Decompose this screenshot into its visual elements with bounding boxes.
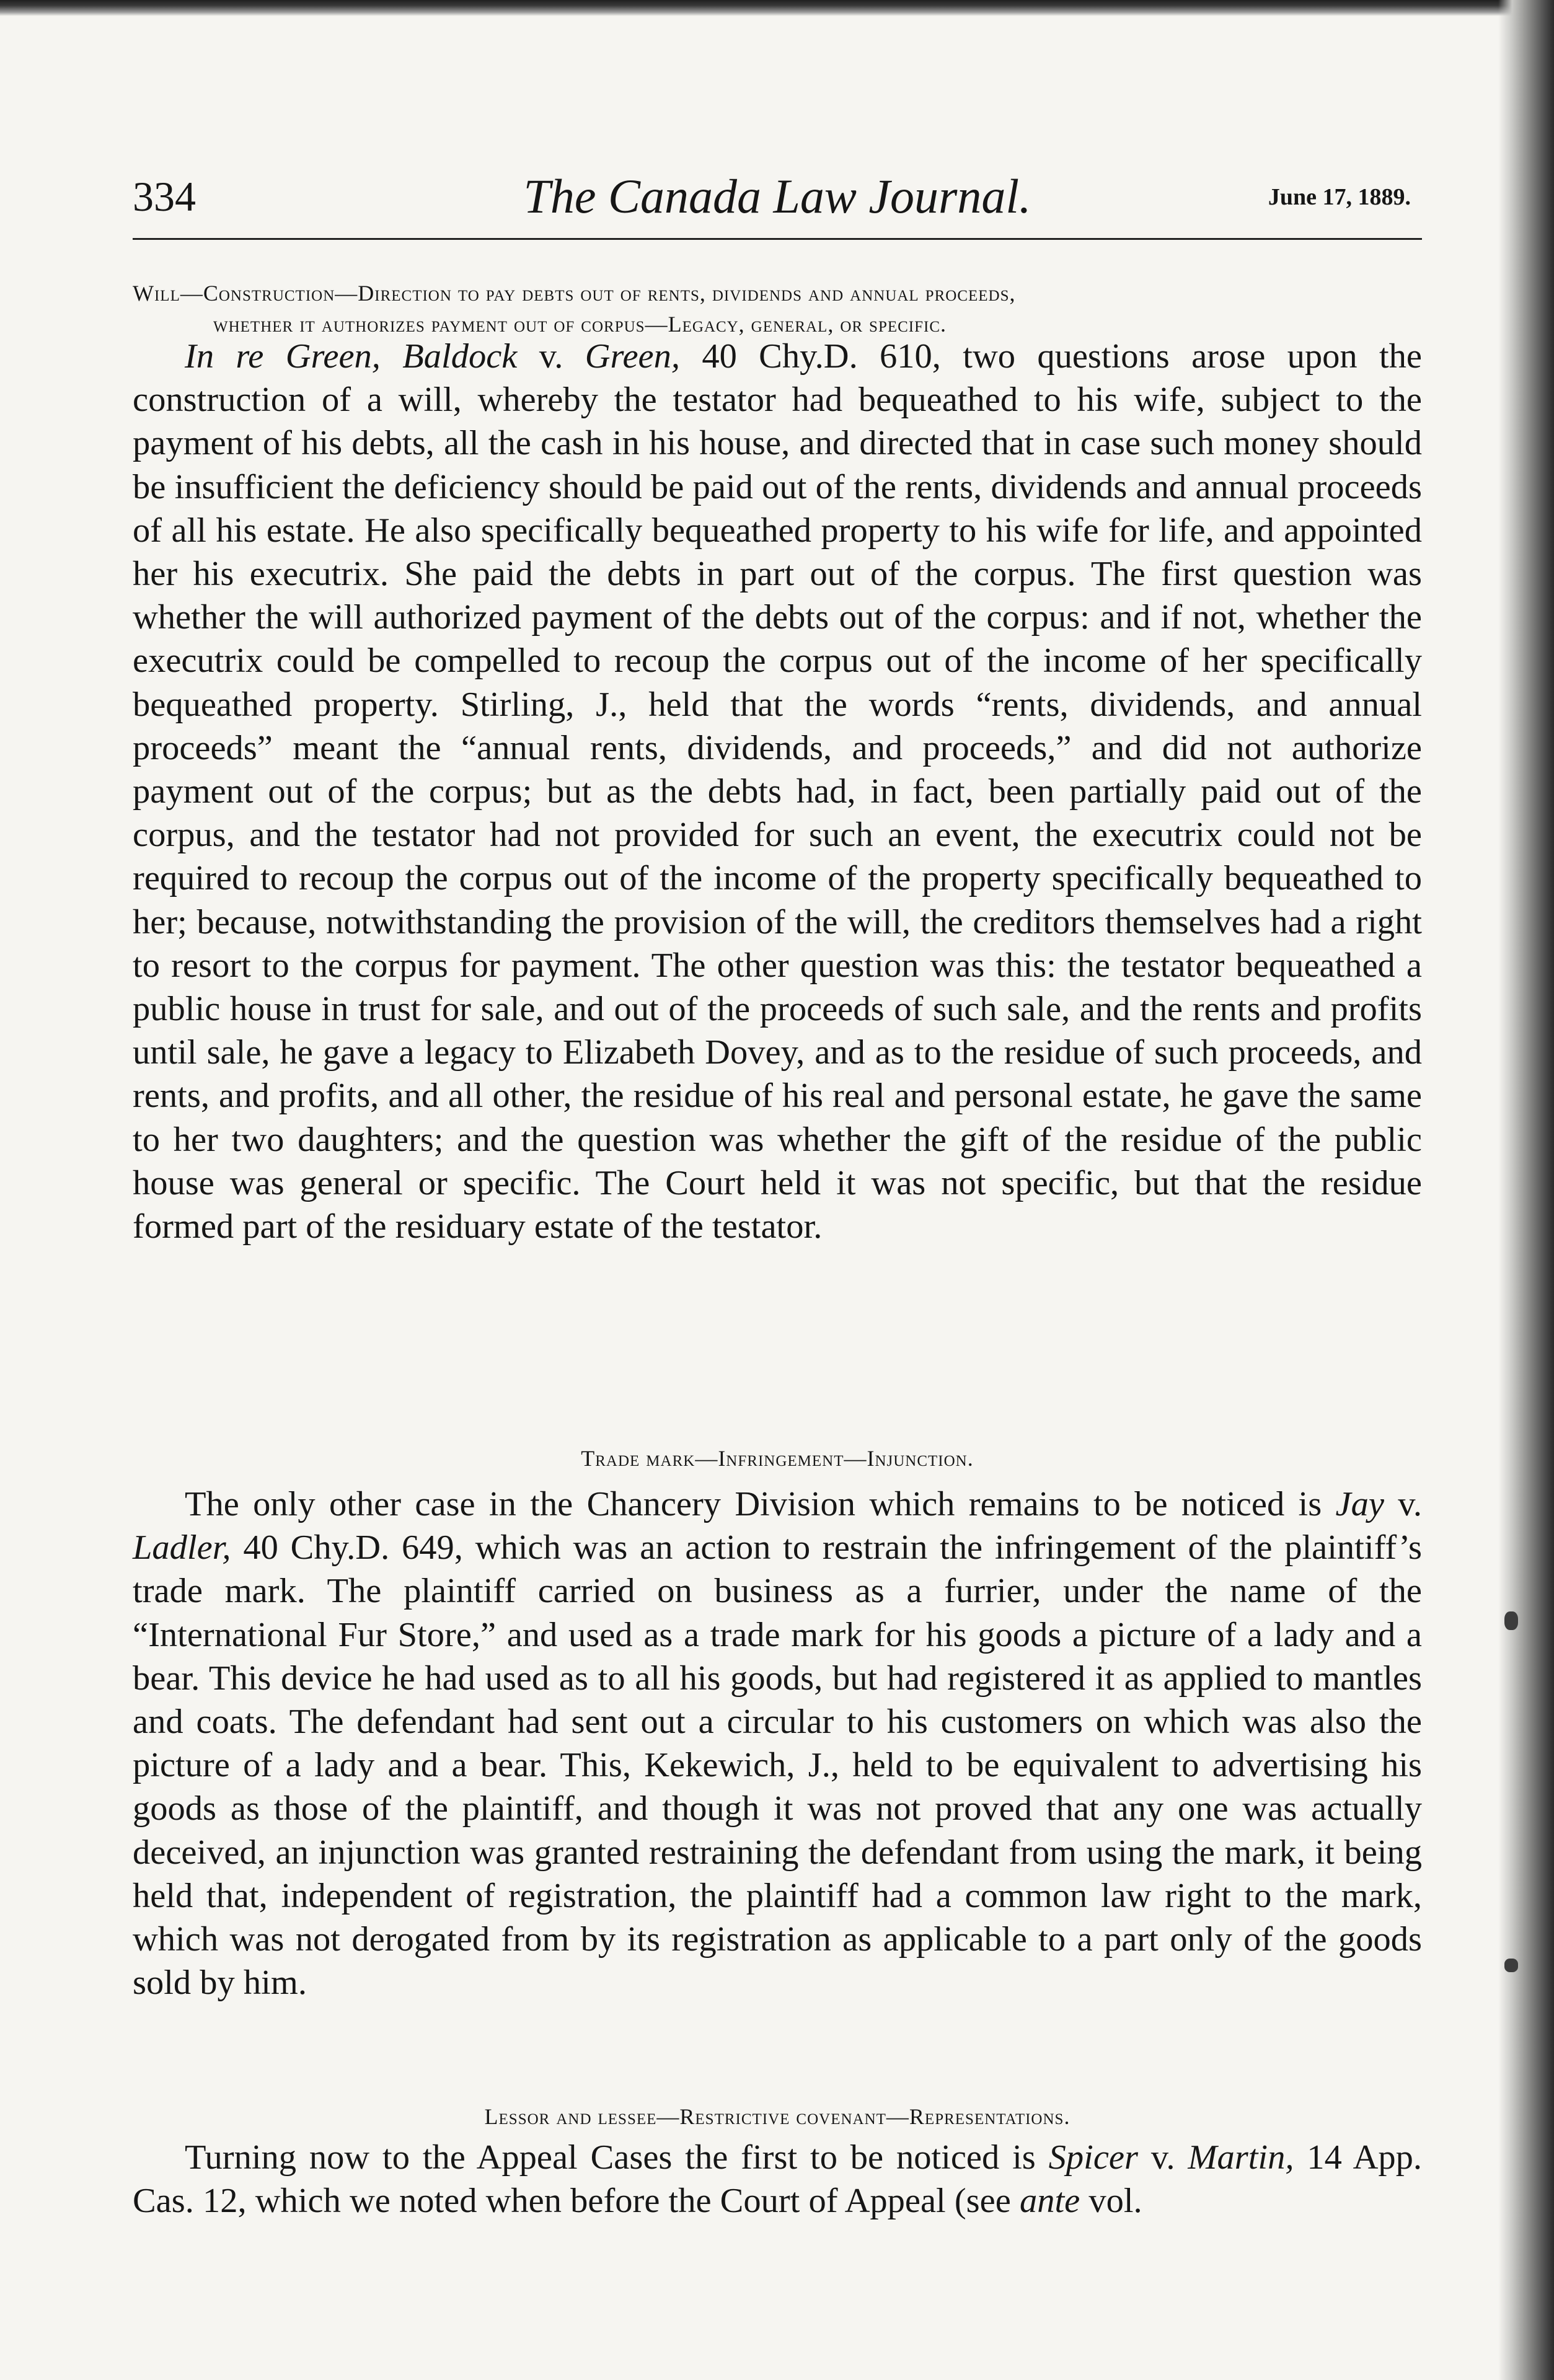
paragraph-intro: Turning now to the Appeal Cases the first to be noticed is <box>185 2138 1049 2177</box>
case-name: Green, <box>585 337 680 376</box>
running-header <box>133 169 1422 228</box>
paragraph-spicer-v-martin <box>133 2136 1422 2223</box>
paragraph-body-end: vol. <box>1080 2182 1142 2221</box>
issue-date: June 17, 1889. <box>1268 184 1411 210</box>
heading-line: whether it authorizes payment out of corpus—Legacy, general, or specific. <box>213 312 947 337</box>
section-heading-lessor-lessee: Lessor and lessee—Restrictive covenant—Representations. <box>484 2104 1071 2129</box>
page-number: 334 <box>133 173 196 220</box>
case-name: Jay <box>1335 1485 1384 1523</box>
paragraph-body: 40 Chy.D. 649, which was an action to restrain the infringement of the plaintiff’s trade mark. The plaintiff carried on business as a furrier, under the name of the “International Fur Store,” and used as a trade mark for his goods a picture of a lady and a bear. This device he had used as to all his goods, but had registered it as applied to mantles and coats. The defendant had sent out a circular to his customers on which was also the picture of a lady and a bear. This, Kekewich, J., held to be equivalent to advertising his goods as those of the plaintiff, and though it was not proved that any one was actually deceived, an injunction was granted restraining the defendant from using the mark, it being held that, independent of registration, the plaintiff had a common law right to the mark, which was not derogated from by its registration as applicable to a part only of the goods sold by him. <box>133 1528 1422 2003</box>
versus: v. <box>1384 1485 1422 1523</box>
scan-top-edge <box>0 0 1554 16</box>
heading-line: Will—Construction—Direction to pay debts out of rents, dividends and annual proceeds, <box>133 281 1016 306</box>
versus: v. <box>1138 2138 1188 2177</box>
section-heading-will <box>133 278 1422 340</box>
scan-speck <box>1504 1611 1518 1630</box>
paragraph-green-v-baldock <box>133 335 1422 1248</box>
journal-title: The Canada Law Journal. <box>523 169 1031 223</box>
scan-right-edge <box>1498 0 1554 2380</box>
case-name: In re Green, Baldock <box>185 337 518 376</box>
paragraph-intro: The only other case in the Chancery Division which remains to be noticed is <box>185 1485 1336 1523</box>
paragraph-body: 14 App. Cas. 12, which we noted when before the Court of Appeal (see <box>133 2138 1422 2221</box>
case-name: Martin, <box>1188 2138 1294 2177</box>
case-name: Spicer <box>1048 2138 1138 2177</box>
paragraph-body: 40 Chy.D. 610, two questions arose upon the construction of a will, whereby the testator had bequeathed to his wife, subject to the payment of his debts, all the cash in his house, and directed that in case such money should be insufficient the deficiency should be paid out of the rents, dividends and annual proceeds of all his estate. He also specifically bequeathed property to his wife for life, and appointed her his executrix. She paid the debts in part out of the corpus. The first question was whether the will authorized payment of the debts out of the corpus: and if not, whether the executrix could be compelled to recoup the corpus out of the income of her specifically bequeathed property. Stirling, J., held that the words “rents, dividends, and annual proceeds” meant the “annual rents, dividends, and proceeds,” and did not authorize payment out of the corpus; but as the debts had, in fact, been partially paid out of the corpus, and the testator had not provided for such an event, the executrix could not be required to recoup the corpus out of the income of the property specifically bequeathed to her; because, notwithstanding the provision of the will, the creditors themselves had a right to resort to the corpus for payment. The other question was this: the testator bequeathed a public house in trust for sale, and out of the proceeds of such sale, and the rents and profits until sale, he gave a legacy to Elizabeth Dovey, and as to the residue of such proceeds, and rents, and profits, and all other, the residue of his real and personal estate, he gave the same to her two daughters; and the question was whether the gift of the residue of the public house was general or specific. The Court held it was not specific, but that the residue formed part of the residuary estate of the testator. <box>133 337 1423 1246</box>
ante-word: ante <box>1019 2182 1080 2221</box>
scan-speck <box>1504 1959 1518 1972</box>
header-rule <box>133 238 1422 240</box>
paragraph-jay-v-ladler <box>133 1483 1422 2004</box>
case-name: Ladler, <box>133 1528 231 1567</box>
section-heading-trade-mark: Trade mark—Infringement—Injunction. <box>581 1446 974 1471</box>
versus: v. <box>517 337 585 376</box>
